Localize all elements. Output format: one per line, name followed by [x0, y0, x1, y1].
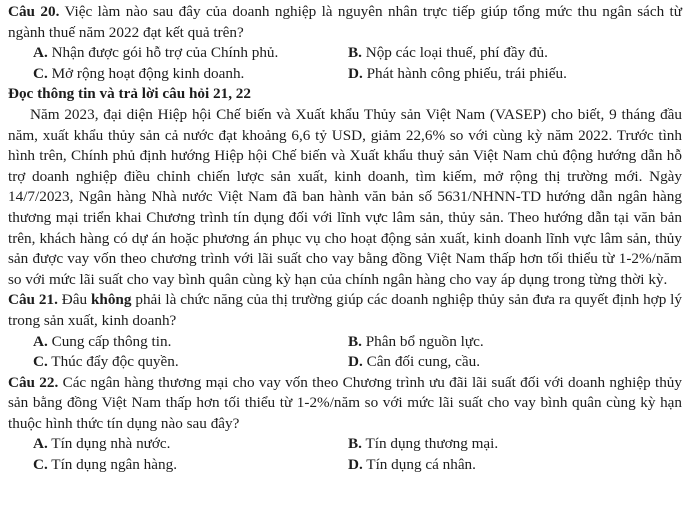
option-text: Nhận được gói hỗ trợ của Chính phủ.: [47, 44, 279, 62]
reading-passage: Năm 2023, đại diện Hiệp hội Chế biến và Xuất khẩu Thủy sản Việt Nam (VASEP) cho biết, 9 tháng đầu năm, xuất khẩu thủy sản cả nước đạt khoảng 6,6 tỷ USD, giảm 22,6% so với cùng kỳ năm 2022. Trước tình hình trên, Chính phủ định hướng Hiệp hội Chế biến và Xuất khẩu thuỷ sản Việt Nam chủ động hướng dẫn hỗ trợ doanh nghiệp điều chỉnh chiến lược sản xuất, kinh doanh, tìm kiếm, mở rộng thị trường mới. Ngày 14/7/2023, Ngân hàng Nhà nước Việt Nam đã ban hành văn bản số 5631/NHNN-TD hướng dẫn ngân hàng thương mại triển khai Chương trình tín dụng đối với lĩnh vực lâm sản, thủy sản. Theo hướng dẫn tại văn bản trên, khách hàng có dự án hoặc phương án phục vụ cho hoạt động sản xuất, kinh doanh lĩnh vực lâm sản, thủy sản được vay vốn theo chương trình với lãi suất cho vay bằng đồng Việt Nam thấp hơn tối thiểu từ 1-2%/năm so với mức lãi suất cho vay bình quân cùng kỳ hạn của chính ngân hàng cho vay áp dụng trong từng thời kỳ.: [8, 105, 682, 288]
question-22-label: Câu 22.: [8, 373, 59, 391]
question-22-option-c: [33, 455, 348, 476]
option-letter: C.: [33, 64, 48, 82]
question-20-option-a: [33, 43, 348, 64]
option-letter: D.: [348, 64, 363, 82]
option-letter: B.: [348, 44, 362, 62]
question-21-option-c: [33, 352, 348, 373]
option-letter: A.: [33, 44, 48, 62]
question-21-option-b: [348, 332, 682, 353]
option-letter: D.: [348, 353, 363, 371]
option-letter: B.: [348, 435, 362, 453]
question-20-options: [8, 43, 682, 84]
option-text: Phát hành công phiếu, trái phiếu.: [362, 64, 567, 82]
question-21-emphasis: không: [90, 291, 132, 309]
question-20-option-c: [33, 64, 348, 85]
option-letter: C.: [33, 353, 48, 371]
question-21-options: [8, 332, 682, 373]
question-22-options: [8, 434, 682, 475]
option-letter: B.: [348, 332, 362, 350]
option-text: Nộp các loại thuế, phí đầy đủ.: [361, 44, 548, 62]
option-text: Cân đối cung, cầu.: [362, 353, 481, 371]
question-21-label: Câu 21.: [8, 291, 58, 309]
option-letter: D.: [348, 456, 363, 474]
option-letter: A.: [33, 435, 48, 453]
option-text: Tín dụng cá nhân.: [362, 456, 476, 474]
option-text: Phân bổ nguồn lực.: [361, 332, 484, 350]
option-text: Cung cấp thông tin.: [47, 332, 172, 350]
question-20-label: Câu 20.: [8, 3, 60, 20]
question-22-option-a: [33, 434, 348, 455]
question-21-option-a: [33, 332, 348, 353]
option-text: Mở rộng hoạt động kinh doanh.: [47, 64, 245, 82]
question-21-text-before: Đâu: [57, 291, 91, 309]
option-text: Thúc đẩy độc quyền.: [47, 353, 179, 371]
exam-page: [8, 2, 682, 476]
option-letter: C.: [33, 456, 48, 474]
question-21-text-after: phải là chức năng của thị trường giúp các doanh nghiệp thủy sản đưa ra quyết định hợp lý trong sản xuất, kinh doanh?: [8, 291, 682, 329]
option-text: Tín dụng nhà nước.: [47, 435, 171, 453]
question-20-option-d: [348, 64, 682, 85]
question-21-stem: [8, 290, 682, 331]
question-22-option-b: [348, 434, 682, 455]
question-20-stem: [8, 2, 682, 43]
question-22-option-d: [348, 455, 682, 476]
option-text: Tín dụng thương mại.: [361, 435, 499, 453]
question-21-option-d: [348, 352, 682, 373]
question-22-stem: [8, 373, 682, 435]
option-letter: A.: [33, 332, 48, 350]
question-20-option-b: [348, 43, 682, 64]
option-text: Tín dụng ngân hàng.: [47, 456, 177, 474]
question-22-text: Các ngân hàng thương mại cho vay vốn theo Chương trình ưu đãi lãi suất đối với doanh nghiệp thủy sản bằng đồng Việt Nam thấp hơn tối thiểu từ 1-2%/năm so với mức lãi suất cho vay bình quân cùng kỳ hạn thuộc hình thức tín dụng nào sau đây?: [8, 373, 682, 432]
section-heading: Đọc thông tin và trả lời câu hỏi 21, 22: [8, 85, 251, 103]
question-20-text: Việc làm nào sau đây của doanh nghiệp là nguyên nhân trực tiếp giúp tổng mức thu ngân sách từ ngành thuế năm 2022 đạt kết quả trên?: [8, 3, 682, 41]
